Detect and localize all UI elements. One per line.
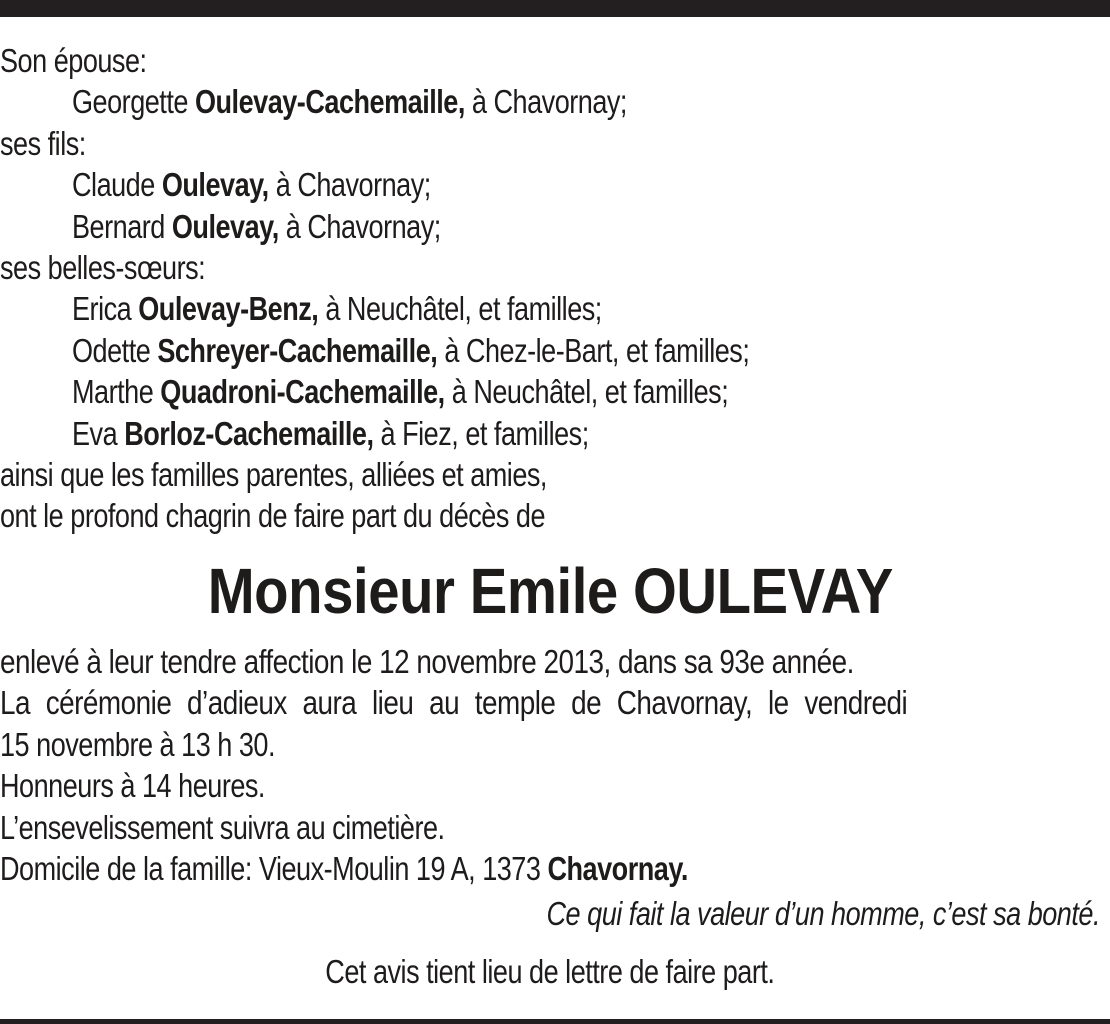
son-entry-text — [72, 164, 431, 205]
last-name: Oulevay-Benz, — [138, 290, 319, 328]
obituary-notice — [0, 40, 1100, 992]
announce-line-text: ont le profond chagrin de faire part du décès de — [0, 497, 546, 535]
place: à Chavornay; — [285, 207, 441, 245]
details-line-2 — [0, 682, 1100, 723]
details-line-4-text: Honneurs à 14 heures. — [0, 767, 265, 805]
deceased-name-text: Monsieur Emile OULEVAY — [207, 554, 893, 627]
sons-heading — [0, 123, 1100, 164]
first-name: Odette — [72, 331, 151, 369]
sister-entry-text — [72, 330, 749, 371]
details-line-3-text: 15 novembre à 13 h 30. — [0, 725, 276, 763]
spouse-entry — [0, 81, 1100, 122]
details-line-4 — [0, 765, 1100, 806]
announce-line — [0, 495, 1100, 536]
quote — [0, 893, 1100, 934]
last-name: Quadroni-Cachemaille, — [160, 373, 445, 411]
first-name: Claude — [72, 166, 155, 204]
domicile-line-text — [0, 848, 688, 889]
sister-entry-text — [72, 371, 728, 412]
relatives-line — [0, 454, 1100, 495]
last-name: Borloz-Cachemaille, — [124, 414, 374, 452]
details-line-5 — [0, 807, 1100, 848]
top-rule — [0, 0, 1110, 17]
domicile-address: Domicile de la famille: Vieux-Moulin 19 A, 1373 — [0, 849, 541, 887]
last-name: Oulevay-Cachemaille, — [194, 83, 465, 121]
sister-entry — [0, 330, 1100, 371]
sister-entry-text — [72, 288, 602, 329]
place: à Chez-le-Bart, et familles; — [444, 331, 750, 369]
place: à Neuchâtel, et familles; — [325, 290, 602, 328]
last-name: Schreyer-Cachemaille, — [157, 331, 438, 369]
last-name: Oulevay, — [171, 207, 279, 245]
first-name: Marthe — [72, 373, 154, 411]
sister-entry — [0, 413, 1100, 454]
sisters-heading — [0, 247, 1100, 288]
footer-note-text: Cet avis tient lieu de lettre de faire part. — [325, 952, 775, 990]
details-line-2-text: La cérémonie d’adieux aura lieu au temple de Chavornay, le vendredi — [0, 684, 908, 722]
footer-note — [0, 951, 1100, 992]
details-line-1 — [0, 641, 1100, 682]
sisters-heading-text: ses belles-sœurs: — [0, 249, 206, 287]
last-name: Oulevay, — [161, 166, 269, 204]
domicile-line — [0, 848, 1100, 889]
place: à Fiez, et familles; — [380, 414, 589, 452]
son-entry — [0, 164, 1100, 205]
place: à Chavornay; — [471, 83, 627, 121]
spouse-heading — [0, 40, 1100, 81]
first-name: Bernard — [72, 207, 165, 245]
details-line-5-text: L’ensevelissement suivra au cimetière. — [0, 808, 445, 846]
deceased-name — [0, 541, 1100, 641]
son-entry-text — [72, 206, 441, 247]
sister-entry — [0, 371, 1100, 412]
place: à Chavornay; — [275, 166, 431, 204]
relatives-line-text: ainsi que les familles parentes, alliées et amies, — [0, 456, 547, 494]
details-line-1-text: enlevé à leur tendre affection le 12 novembre 2013, dans sa 93e année. — [0, 642, 854, 680]
first-name: Georgette — [72, 83, 188, 121]
first-name: Erica — [72, 290, 132, 328]
quote-text: Ce qui fait la valeur d’un homme, c’est sa bonté. — [546, 895, 1100, 933]
details-line-3 — [0, 724, 1100, 765]
spouse-heading-text: Son épouse: — [0, 42, 147, 79]
son-entry — [0, 206, 1100, 247]
sister-entry — [0, 288, 1100, 329]
sister-entry-text — [72, 413, 589, 454]
domicile-town: Chavornay. — [547, 849, 688, 887]
sons-heading-text: ses fils: — [0, 124, 86, 162]
bottom-rule — [0, 1019, 1110, 1024]
place: à Neuchâtel, et familles; — [451, 373, 729, 411]
spouse-entry-text — [72, 81, 627, 122]
first-name: Eva — [72, 414, 118, 452]
